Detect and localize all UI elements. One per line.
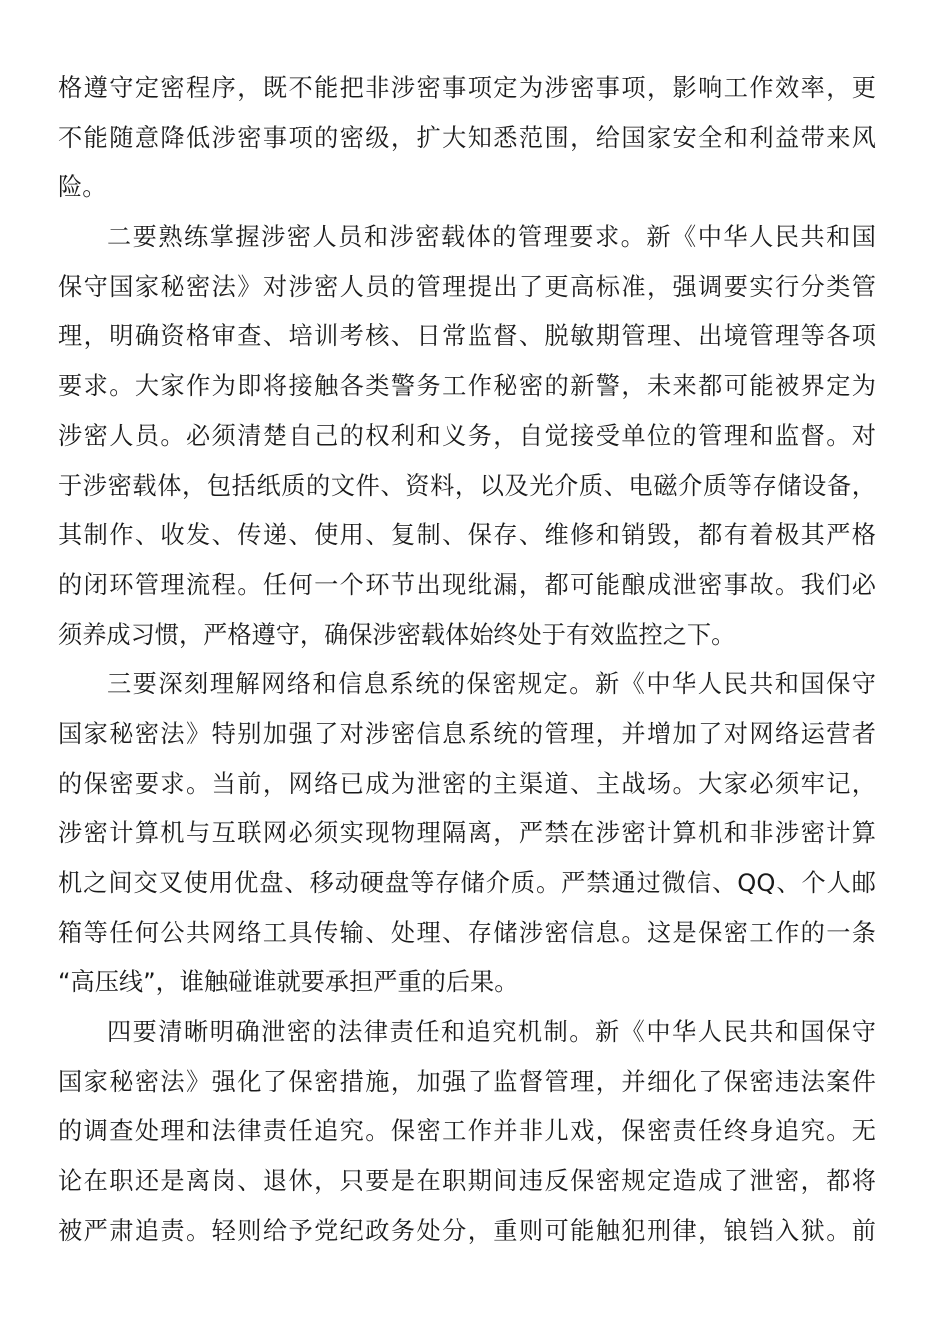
paragraph-legal-liability xyxy=(58,1008,876,1256)
text-line: 四要清晰明确泄密的法律责任和追究机制。新《中华人民共和国保守 xyxy=(107,1018,876,1047)
text-line: 被严肃追责。轻则给予党纪政务处分，重则可能触犯刑律，锒铛入狱。前 xyxy=(58,1216,876,1245)
paragraph-network-systems xyxy=(58,660,876,1008)
text-line: 国家秘密法》强化了保密措施，加强了监督管理，并细化了保密违法案件 xyxy=(58,1067,876,1096)
text-line: 其制作、收发、传递、使用、复制、保存、维修和销毁，都有着极其严格 xyxy=(58,521,876,550)
text-line: 保守国家秘密法》对涉密人员的管理提出了更高标准，强调要实行分类管 xyxy=(58,272,876,301)
text-line: 的闭环管理流程。任何一个环节出现纰漏，都可能酿成泄密事故。我们必 xyxy=(58,570,876,599)
text-line: 机之间交叉使用优盘、移动硬盘等存储介质。严禁通过微信、QQ、个人邮 xyxy=(58,869,876,897)
text-line: “高压线”，谁触碰谁就要承担严重的后果。 xyxy=(58,968,519,997)
document-page xyxy=(58,64,876,1257)
paragraph-continuation xyxy=(58,64,876,213)
text-line: 理，明确资格审查、培训考核、日常监督、脱敏期管理、出境管理等各项 xyxy=(58,322,876,351)
text-line: 的保密要求。当前，网络已成为泄密的主渠道、主战场。大家必须牢记， xyxy=(58,769,876,798)
text-line: 于涉密载体，包括纸质的文件、资料，以及光介质、电磁介质等存储设备， xyxy=(58,471,876,500)
text-line: 涉密计算机与互联网必须实现物理隔离，严禁在涉密计算机和非涉密计算 xyxy=(58,819,876,848)
text-line: 三要深刻理解网络和信息系统的保密规定。新《中华人民共和国保守 xyxy=(107,670,876,699)
text-line: 的调查处理和法律责任追究。保密工作并非儿戏，保密责任终身追究。无 xyxy=(58,1117,876,1146)
text-line: 涉密人员。必须清楚自己的权利和义务，自觉接受单位的管理和监督。对 xyxy=(58,421,876,450)
paragraph-personnel-carriers xyxy=(58,213,876,660)
text-line: 格遵守定密程序，既不能把非涉密事项定为涉密事项，影响工作效率，更 xyxy=(58,74,876,102)
text-line: 二要熟练掌握涉密人员和涉密载体的管理要求。新《中华人民共和国 xyxy=(107,223,876,252)
text-line: 不能随意降低涉密事项的密级，扩大知悉范围，给国家安全和利益带来风 xyxy=(58,123,876,152)
text-line: 论在职还是离岗、退休，只要是在职期间违反保密规定造成了泄密，都将 xyxy=(58,1167,876,1196)
text-line: 须养成习惯，严格遵守，确保涉密载体始终处于有效监控之下。 xyxy=(58,620,736,649)
text-line: 箱等任何公共网络工具传输、处理、存储涉密信息。这是保密工作的一条 xyxy=(58,918,876,947)
text-line: 要求。大家作为即将接触各类警务工作秘密的新警，未来都可能被界定为 xyxy=(58,372,876,401)
text-line: 险。 xyxy=(58,173,107,202)
text-line: 国家秘密法》特别加强了对涉密信息系统的管理，并增加了对网络运营者 xyxy=(58,719,876,748)
